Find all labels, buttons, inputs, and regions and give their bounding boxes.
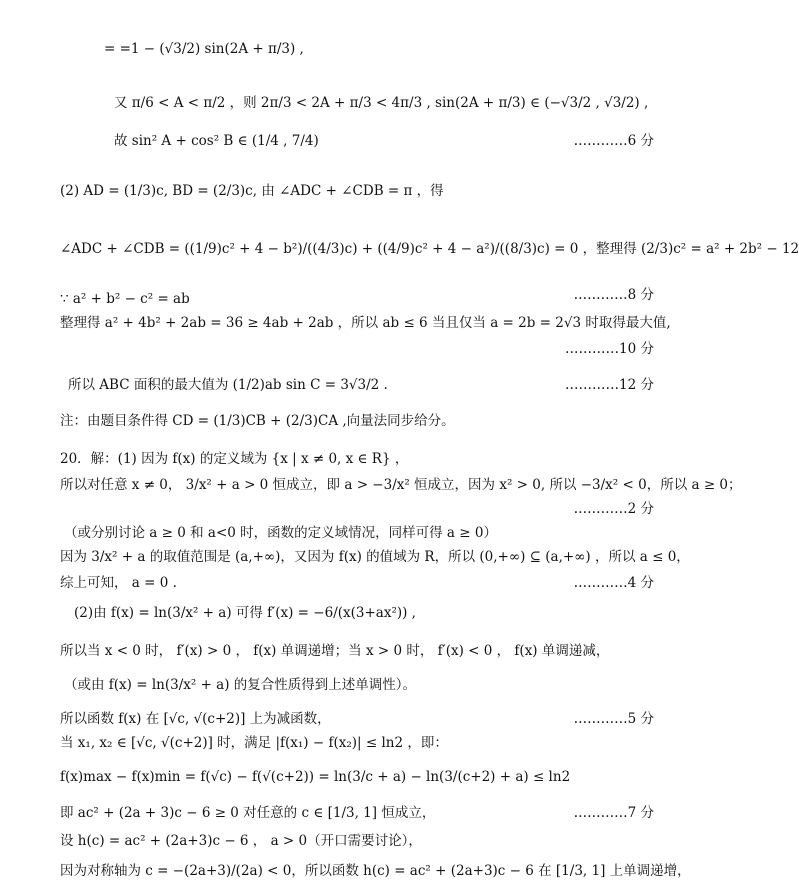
document-line: （或由 f(x) = ln(3/x² + a) 的复合性质得到上述单调性）。	[64, 677, 417, 693]
score-marker: …………8 分	[573, 287, 654, 303]
document-line: 所以 ABC 面积的最大值为 (1/2)ab sin C = 3√3/2 .	[68, 377, 388, 393]
document-line: 整理得 a² + 4b² + 2ab = 36 ≥ 4ab + 2ab ，所以 ab ≤ 6 当且仅当 a = 2b = 2√3 时取得最大值,	[60, 315, 671, 331]
document-line: 因为 3/x² + a 的取值范围是 (a,+∞)，又因为 f(x) 的值域为 R，所以 (0,+∞) ⊆ (a,+∞) ，所以 a ≤ 0，	[60, 549, 690, 565]
document-line: = =1 − (√3/2) sin(2A + π/3) ,	[104, 41, 304, 57]
score-marker: …………10 分	[565, 341, 654, 357]
document-line: 因为对称轴为 c = −(2a+3)/(2a) < 0，所以函数 h(c) = ac² + (2a+3)c − 6 在 [1/3, 1] 上单调递增，	[60, 863, 691, 879]
document-line: 即 ac² + (2a + 3)c − 6 ≥ 0 对任意的 c ∈ [1/3, 1] 恒成立，	[60, 805, 436, 821]
score-marker: …………7 分	[573, 805, 654, 821]
document-line: ∠ADC + ∠CDB = ((1/9)c² + 4 − b²)/((4/3)c) + ((4/9)c² + 4 − a²)/((8/3)c) = 0 ，整理得 (2/3)c² = a² + 2b² − 12	[60, 241, 799, 257]
document-line: 所以当 x < 0 时， f′(x) > 0 ， f(x) 单调递增；当 x > 0 时， f′(x) < 0 ， f(x) 单调递减，	[60, 643, 610, 659]
document-line: 当 x₁, x₂ ∈ [√c, √(c+2)] 时，满足 |f(x₁) − f(x₂)| ≤ ln2 ，即：	[60, 735, 448, 751]
score-marker: …………6 分	[573, 133, 654, 149]
document-line: 设 h(c) = ac² + (2a+3)c − 6 ， a > 0（开口需要讨论），	[60, 833, 422, 849]
document-line: (2)由 f(x) = ln(3/x² + a) 可得 f′(x) = −6/(x(3+ax²)) ,	[74, 605, 416, 621]
document-line: 20．解：(1) 因为 f(x) 的定义域为 {x | x ≠ 0, x ∈ R} ，	[60, 451, 409, 467]
score-marker: …………12 分	[565, 377, 654, 393]
document-line: 所以函数 f(x) 在 [√c, √(c+2)] 上为减函数，	[60, 711, 331, 727]
document-line: f(x)max − f(x)min = f(√c) − f(√(c+2)) = ln(3/c + a) − ln(3/(c+2) + a) ≤ ln2	[60, 769, 571, 785]
document-line: 注：由题目条件得 CD = (1/3)CB + (2/3)CA ,向量法同步给分。	[60, 413, 455, 429]
score-marker: …………4 分	[573, 575, 654, 591]
document-line: 故 sin² A + cos² B ∈ (1/4 , 7/4)	[114, 133, 319, 149]
score-marker: …………5 分	[573, 711, 654, 727]
document-line: 又 π/6 < A < π/2 ，则 2π/3 < 2A + π/3 < 4π/3 , sin(2A + π/3) ∈ (−√3/2 , √3/2) ,	[114, 95, 649, 111]
document-line: ∵ a² + b² − c² = ab	[60, 291, 190, 307]
score-marker: …………2 分	[573, 501, 654, 517]
document-line: 综上可知， a = 0 .	[60, 575, 177, 591]
document-line: 所以对任意 x ≠ 0， 3/x² + a > 0 恒成立，即 a > −3/x² 恒成立，因为 x² > 0, 所以 −3/x² < 0，所以 a ≥ 0；	[60, 477, 742, 493]
document-line: （或分别讨论 a ≥ 0 和 a<0 时，函数的定义域情况，同样可得 a ≥ 0）	[64, 525, 497, 541]
document-line: (2) AD = (1/3)c, BD = (2/3)c, 由 ∠ADC + ∠CDB = π ，得	[60, 183, 444, 199]
